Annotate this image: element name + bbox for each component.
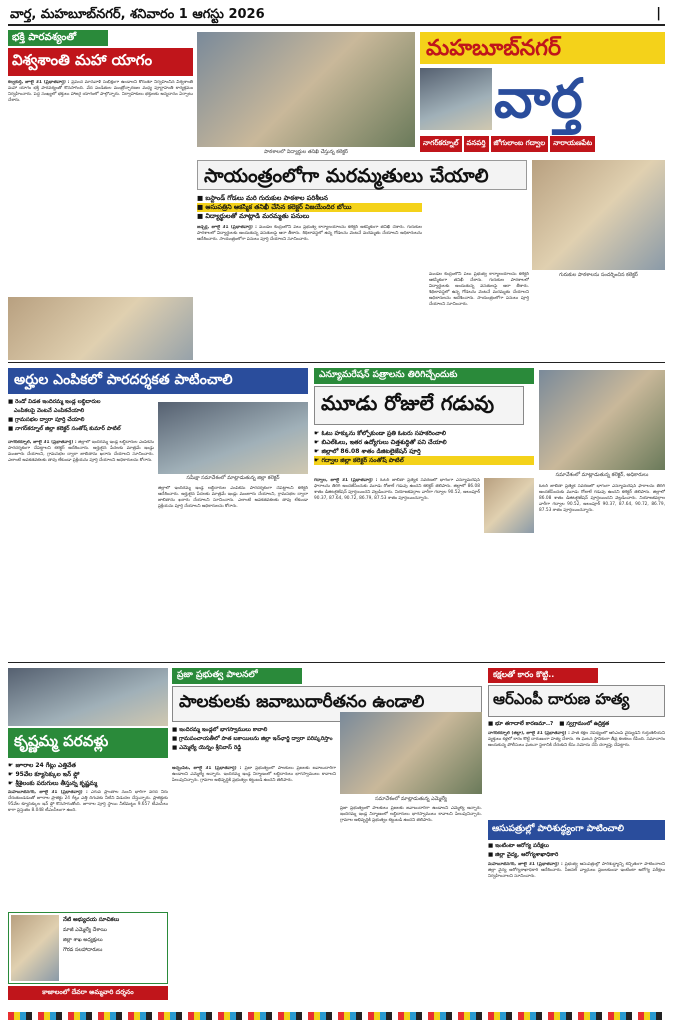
- headline-rmp: ఆర్‌ఎంపీ దారుణ హత్య: [488, 685, 665, 717]
- bullet: ■ రెండో విడత ఇందిరమ్మ ఇండ్ల లబ్ధిదారుల: [8, 399, 101, 405]
- bullet: ■ జిల్లా వైద్య, ఆరోగ్యశాఖాధికారి: [488, 852, 559, 858]
- sub-district-bar: [420, 136, 665, 152]
- bullet: ☛ బిఎల్ఓలు, ఇతర ఉద్యోగులు చిత్తశుద్ధితో పని చేయాలి: [314, 439, 447, 446]
- story-body: పాత కక్షల నేపథ్యంలో ఆర్‌ఎంపీ వైద్యుడిని గుర్తుతెలియని వ్యక్తులు కళ్లలో కారం కొట్టి దారుణంగా హత్య చేశారు. ఈ ఘటన స్థానికంగా తీవ్ర కలకలం రేపింది. సమాచారం అందుకున్న పోలీసులు ఘటనా స్థలానికి చేరుకుని కేసు నమోదు చేసి దర్యాప్తు చేపట్టారు.: [488, 731, 665, 749]
- district-banner: మహబూబ్‌నగర్: [420, 32, 665, 64]
- kicker-praja: ప్రజా ప్రభుత్వ పాలనలో: [172, 668, 302, 684]
- side-caption: సమావేశంలో మాట్లాడుతున్న కలెక్టర్, అధికారులు: [555, 472, 649, 478]
- ad-line: గౌరవ సలహాదారులు: [63, 947, 103, 953]
- ad-title: నేటి అభ్యుదయ సూచికలు: [63, 917, 120, 923]
- story-body-cont: ఓటర్ జాబితా ప్రత్యేక సవరణలో భాగంగా ఎన్యూమరేషన్ ఫారాలను తిరిగి అందజేసేందుకు మూడు రోజులే గడువు ఉందని కలెక్టర్ తెలిపారు. జిల్లాలో 86.08 శాతం డిజిటలైజేషన్ పూర్తయిందని వెల్లడించారు. నియోజకవర్గాల వారీగా గద్వాల 90.52, అలంపూర్ 90.37, 87.64, 90.72, 86.79, 87.53 శాతం పూర్తయిందన్నారు.: [539, 484, 665, 514]
- inspection-photo: [197, 32, 415, 147]
- registration-marks: [8, 1012, 665, 1020]
- story-body: జిల్లాలో ఇందిరమ్మ ఇండ్ల లబ్ధిదారుల ఎంపికను పారదర్శకంగా చేపట్టాలని కలెక్టర్ ఆదేశించారు. అర్హులైన పేదలకు మాత్రమే ఇండ్లు మంజూరు చేయాలని, గ్రామసభల ద్వారా జాబితాను ఖరారు చేయాలని సూచించారు. ఎలాంటి అవకతవకలకు తావు లేకుండా ప్రక్రియను పూర్తి చేయాలని అధికారులను కోరారు.: [8, 440, 154, 464]
- story-housing: [8, 368, 308, 660]
- headline-accountability: పాలకులకు జవాబుదారీతనం ఉండాలి: [172, 686, 482, 722]
- headline-hospital: ఆసుపత్రుల్లో పారిశుద్ధ్యంగా పాటించాలి: [488, 820, 665, 840]
- ad-box: [8, 912, 168, 984]
- story-body: ప్రపంచ మానవాళి సుభిక్షంగా ఉండాలని కోరుతూ నిర్వహించిన విశ్వశాంతి మహా యాగం భక్తి పారవశ్యంతో కొనసాగింది. వేద పండితుల మంత్రోచ్ఛారణల మధ్య పూర్ణాహుతి కార్యక్రమం నిర్వహించారు. పెద్ద సంఖ్యలో భక్తులు హాజరై యాగంలో పాల్గొన్నారు. నిర్వాహకులు భక్తులకు అన్నదానం ఏర్పాటు చేశారు.: [8, 80, 193, 104]
- story-hospital: [488, 820, 665, 1008]
- kicker-enumeration: ఎన్యూమరేషన్ పత్రాలను తిరిగిచ్చేందుకు: [314, 368, 534, 384]
- yagam-photo: [8, 297, 193, 360]
- story-body: ప్రజా ప్రభుత్వంలో పాలకులు ప్రజలకు జవాబుదారీగా ఉండాలని ఎమ్మెల్యే అన్నారు. ఇందిరమ్మ ఇండ్ల నిర్మాణంలో లబ్ధిదారులు భాగస్వాములు కావాలని పిలుపునిచ్చారు. గ్రామాల అభివృద్ధికి ప్రభుత్వం కట్టుబడి ఉందని తెలిపారు.: [172, 766, 336, 784]
- story-body: మండల కేంద్రంలోని పలు ప్రభుత్వ కార్యాలయాలను కలెక్టర్ ఆకస్మికంగా తనిఖీ చేశారు. గురుకుల పాఠశాలలో విద్యార్థులకు అందుతున్న వసతులపై ఆరా తీశారు. శిథిలావస్థలో ఉన్న గోడలను వెంటనే మరమ్మతు చేయాలని అధికారులను ఆదేశించారు. సాయంత్రంలోగా పనులు పూర్తి చేయాలని సూచించారు.: [197, 225, 422, 243]
- headline-krishna: కృష్ణమ్మ పరవళ్లు: [8, 728, 168, 758]
- bullet: ■ బస్టాండ్ గోడలు మరి గురుకుల పాఠశాల పరిశీలన: [197, 194, 328, 202]
- side-caption: గురుకుల పాఠశాలను సందర్శించిన కలెక్టర్: [559, 272, 638, 278]
- story-repairs: [197, 160, 665, 360]
- ad-footer: కాజాలంలో దేవరా అమ్మవారి దర్శనం: [8, 986, 168, 1000]
- header-title: వార్త, మహబూబ్‌నగర్, శనివారం 1 ఆగస్టు 2026: [10, 7, 265, 22]
- kicker-bhakti: భక్తి పారవశ్యంతో: [8, 30, 108, 46]
- collector-photo: [539, 370, 665, 470]
- story-rmp: [488, 668, 665, 818]
- kicker-rmp: కక్షలతో కారం కొట్టి..: [488, 668, 598, 683]
- bullet: ■ ఇంటింటా ఆరోగ్య పరీక్షలు: [488, 843, 549, 849]
- bullet: ■ స్వగ్రామంలో ఉద్రిక్తత: [559, 721, 610, 727]
- dateline: మహబూబ్‌నగర్, జూలై 31 (ప్రభాతవార్త) :: [488, 862, 563, 867]
- dateline: గద్వాల, జూలై 31 (ప్రభాతవార్త) :: [314, 478, 378, 483]
- meeting-photo: [158, 402, 308, 474]
- story-body: ఓటర్ జాబితా ప్రత్యేక సవరణలో భాగంగా ఎన్యూమరేషన్ ఫారాలను తిరిగి అందజేసేందుకు మూడు రోజులే గడువు ఉందని కలెక్టర్ తెలిపారు. జిల్లాలో 86.08 శాతం డిజిటలైజేషన్ పూర్తయిందని వెల్లడించారు. నియోజకవర్గాల వారీగా గద్వాల 90.52, అలంపూర్ 90.37, 87.64, 90.72, 86.79, 87.53 శాతం పూర్తయిందన్నారు.: [314, 478, 480, 502]
- story-enumeration: [314, 368, 665, 660]
- ad-line: జిల్లా శాఖ అధ్యక్షులు: [63, 937, 103, 943]
- dateline: మహబూబ్‌నగర్, జూలై 31 (ప్రభాతవార్త) :: [8, 790, 88, 795]
- bullet: ■ గ్రామసభల ద్వారా పూర్తి చేయాలి: [8, 417, 85, 423]
- sub-district: వనపర్తి: [464, 136, 489, 152]
- photo-caption: సమీక్షా సమావేశంలో మాట్లాడుతున్న జిల్లా కలెక్టర్: [186, 475, 280, 481]
- bullet: ☛ జూరాల 24 గేట్లు ఎత్తివేత: [8, 762, 76, 769]
- ad-line: మాజీ ఎమ్మెల్యే దేశాయి: [63, 927, 107, 933]
- headline-housing: అర్హుల ఎంపికలో పారదర్శకత పాటించాలి: [8, 368, 308, 394]
- story-body: ప్రభుత్వ ఆసుపత్రుల్లో పారిశుద్ధ్యాన్ని కచ్చితంగా పాటించాలని జిల్లా వైద్య ఆరోగ్యశాఖాధికారి ఆదేశించారు. సీజనల్ వ్యాధులు ప్రబలకుండా ఇంటింటా ఆరోగ్య పరీక్షలు నిర్వహించాలని సూచించారు.: [488, 862, 665, 880]
- deity-photo: [11, 915, 59, 981]
- story-body-cont: ప్రజా ప్రభుత్వంలో పాలకులు ప్రజలకు జవాబుదారీగా ఉండాలని ఎమ్మెల్యే అన్నారు. ఇందిరమ్మ ఇండ్ల నిర్మాణంలో లబ్ధిదారులు భాగస్వాములు కావాలని పిలుపునిచ్చారు. గ్రామాల అభివృద్ధికి ప్రభుత్వం కట్టుబడి ఉందని తెలిపారు.: [340, 806, 482, 824]
- bullet: ☛ జిల్లాలో 86.08 శాతం డిజిటలైజేషన్ పూర్తి: [314, 448, 421, 455]
- page-number: |: [656, 6, 661, 21]
- bullet: ■ ఇందిరమ్మ ఇండ్లలో భాగస్వాములు కావాలి: [172, 727, 268, 733]
- masthead-photo: [420, 68, 492, 130]
- headline-yagam: విశ్వశాంతి మహా యాగం: [8, 48, 193, 76]
- bullet: ■ భూ తగాదాలే కారణమా..?: [488, 721, 554, 727]
- mla-photo: [340, 712, 482, 794]
- story-body: ఎగువ ప్రాంతాల నుంచి భారీగా వరద నీరు చేరుతుండడంతో జూరాల ప్రాజెక్టు 24 గేట్లు ఎత్తి దిగువకు నీటిని విడుదల చేస్తున్నారు. ప్రాజెక్టుకు 95వేల క్యూసెక్కుల ఇన్ ఫ్లో కొనసాగుతోంది. జూరాల పూర్తి స్థాయి నీటిమట్టం 9.657 టీఎంసీలు కాగా ప్రస్తుతం 8.048 టీఎంసీలుగా ఉంది.: [8, 790, 168, 814]
- bullet: ☛ ఓటు హక్కును కోల్పోకుండా ప్రతి ఓటరు సహకరించాలి: [314, 430, 446, 437]
- bullet: ☛ శ్రీశైలంకు పరుగులు తీస్తున్న కృష్ణమ్మ: [8, 780, 98, 787]
- bullet: ☛ 95వేల క్యూసెక్కుల ఇన్ ఫ్లో: [8, 771, 80, 778]
- bullet: ఎంపికలపై వెంటనే ఎంపికచేయాలి: [13, 408, 85, 414]
- gurukul-photo: [532, 160, 665, 270]
- bullet: ☛ గద్వాల జిల్లా కలెక్టర్ సంతోష్ పాటిల్: [314, 456, 534, 465]
- paper-logo: వార్త: [494, 66, 583, 130]
- dateline: కల్వకుర్తి, జూలై 31 (ప్రభాతవార్త) :: [8, 80, 70, 85]
- story-krishna: [8, 668, 168, 1008]
- dateline: నాగర్‌కర్నూల్ (జిల్లా), జూలై 31 (ప్రభాతవార్త) :: [488, 731, 570, 736]
- dateline: జడ్చర్ల, జూలై 31 (ప్రభాతవార్త) :: [197, 225, 257, 230]
- bullet: ■ గ్రామపంచాయతీలో పాత బకాయిలను జిల్లా ఇన్‌ఛార్జి ద్వారా పరిష్కరిస్తాం: [172, 736, 333, 742]
- sub-district: నారాయణపేట: [550, 136, 595, 152]
- masthead: [420, 32, 665, 170]
- inspection-caption: పాఠశాలలో విద్యార్థుల తనిఖీ చేస్తున్న కలెక్టర్: [264, 149, 348, 155]
- headline-repairs: సాయంత్రంలోగా మరమ్మతులు చేయాలి: [197, 160, 527, 190]
- sub-district: నాగర్‌కర్నూల్: [420, 136, 462, 152]
- divider: [8, 362, 665, 363]
- story-accountability: [172, 668, 482, 1008]
- page-header: [8, 4, 665, 26]
- bullet: ■ ఎమ్మెల్యే యెన్నం శ్రీనివాస్ రెడ్డి: [172, 745, 242, 751]
- dateline: నాగర్‌కర్నూల్, జూలై 31 (ప్రభాతవార్త) :: [8, 440, 77, 445]
- bullet: ■ నాగర్‌కర్నూల్ జిల్లా కలెక్టర్ సంతోష్ కుమార్ పాటిల్: [8, 426, 121, 432]
- headline-enumeration: మూడు రోజులే గడువు: [314, 386, 524, 425]
- bullet: ■ విద్యార్థులతో మాట్లాడి మరమ్మతు పనులు: [197, 212, 310, 220]
- story-body-cont: జిల్లాలో ఇందిరమ్మ ఇండ్ల లబ్ధిదారుల ఎంపికను పారదర్శకంగా చేపట్టాలని కలెక్టర్ ఆదేశించారు. అర్హులైన పేదలకు మాత్రమే ఇండ్లు మంజూరు చేయాలని, గ్రామసభల ద్వారా జాబితాను ఖరారు చేయాలని సూచించారు. ఎలాంటి అవకతవకలకు తావు లేకుండా ప్రక్రియను పూర్తి చేయాలని అధికారులను కోరారు.: [158, 486, 308, 510]
- story-body-cont: మండల కేంద్రంలోని పలు ప్రభుత్వ కార్యాలయాలను కలెక్టర్ ఆకస్మికంగా తనిఖీ చేశారు. గురుకుల పాఠశాలలో విద్యార్థులకు అందుతున్న వసతులపై ఆరా తీశారు. శిథిలావస్థలో ఉన్న గోడలను వెంటనే మరమ్మతు చేయాలని అధికారులను ఆదేశించారు. సాయంత్రంలోగా పనులు పూర్తి చేయాలని సూచించారు.: [429, 272, 529, 308]
- photo-caption: సమావేశంలో మాట్లాడుతున్న ఎమ్మెల్యే: [375, 796, 447, 802]
- divider: [8, 662, 665, 663]
- story-yagam: [8, 30, 193, 360]
- dateline: అచ్చంపేట, జూలై 31 (ప్రభాతవార్త) :: [172, 766, 242, 771]
- sub-district: జోగులాంబ గద్వాల: [491, 136, 549, 152]
- portrait-photo: [484, 478, 534, 533]
- dam-photo: [8, 668, 168, 726]
- bullet: ■ ఆసుపత్రిని ఆకస్మిక తనిఖీ చేసిన కలెక్టర్ విజయేందిర బోయి: [197, 203, 422, 212]
